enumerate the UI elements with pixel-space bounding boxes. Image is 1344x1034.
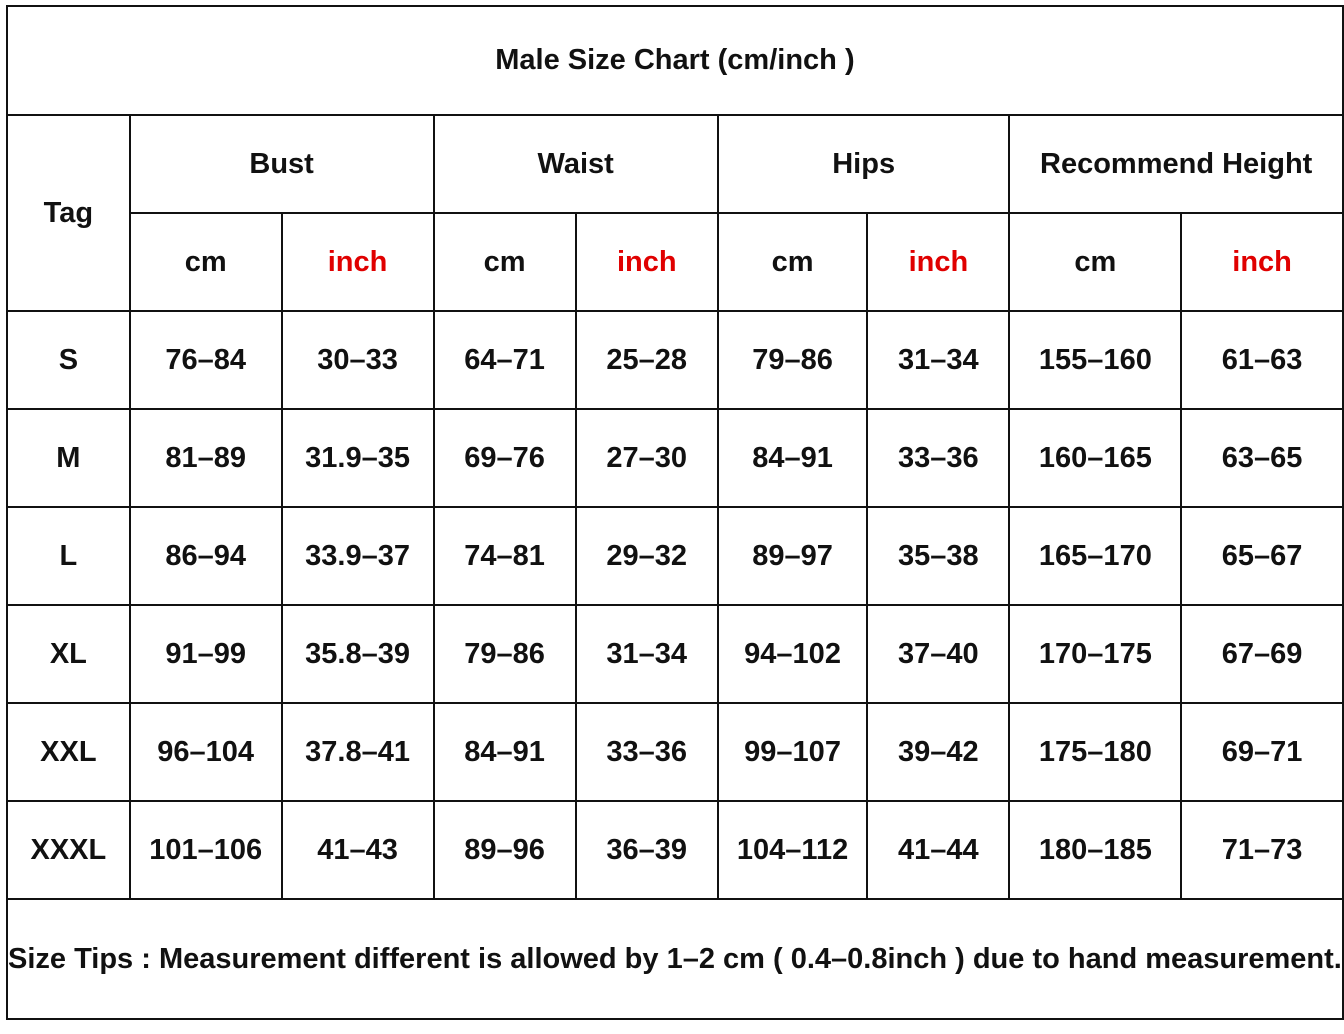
size-tag: XXL bbox=[7, 703, 130, 801]
hips-cm: 79–86 bbox=[718, 311, 867, 409]
unit-header-inch: inch bbox=[1181, 213, 1343, 311]
bust-cm: 76–84 bbox=[130, 311, 282, 409]
group-header-waist: Waist bbox=[434, 115, 718, 213]
waist-cm: 74–81 bbox=[434, 507, 576, 605]
table-row bbox=[7, 605, 1343, 703]
size-tips-note: Size Tips : Measurement different is allowed by 1–2 cm ( 0.4–0.8inch ) due to hand measurement. bbox=[7, 899, 1343, 1019]
height-cm: 170–175 bbox=[1009, 605, 1181, 703]
bust-inch: 33.9–37 bbox=[282, 507, 434, 605]
bust-cm: 91–99 bbox=[130, 605, 282, 703]
size-tag: XL bbox=[7, 605, 130, 703]
waist-inch: 27–30 bbox=[576, 409, 718, 507]
bust-inch: 31.9–35 bbox=[282, 409, 434, 507]
hips-cm: 84–91 bbox=[718, 409, 867, 507]
bust-inch: 30–33 bbox=[282, 311, 434, 409]
height-inch: 63–65 bbox=[1181, 409, 1343, 507]
unit-header-cm: cm bbox=[1009, 213, 1181, 311]
table-row bbox=[7, 801, 1343, 899]
waist-cm: 89–96 bbox=[434, 801, 576, 899]
hips-cm: 89–97 bbox=[718, 507, 867, 605]
size-tag: M bbox=[7, 409, 130, 507]
hips-cm: 104–112 bbox=[718, 801, 867, 899]
waist-cm: 84–91 bbox=[434, 703, 576, 801]
size-chart-table bbox=[6, 5, 1344, 1020]
height-inch: 71–73 bbox=[1181, 801, 1343, 899]
unit-header-cm: cm bbox=[718, 213, 867, 311]
height-inch: 69–71 bbox=[1181, 703, 1343, 801]
height-cm: 175–180 bbox=[1009, 703, 1181, 801]
unit-header-cm: cm bbox=[130, 213, 282, 311]
table-row bbox=[7, 409, 1343, 507]
bust-inch: 41–43 bbox=[282, 801, 434, 899]
waist-cm: 79–86 bbox=[434, 605, 576, 703]
table-row bbox=[7, 703, 1343, 801]
height-inch: 61–63 bbox=[1181, 311, 1343, 409]
waist-cm: 64–71 bbox=[434, 311, 576, 409]
height-cm: 155–160 bbox=[1009, 311, 1181, 409]
hips-inch: 33–36 bbox=[867, 409, 1009, 507]
bust-cm: 81–89 bbox=[130, 409, 282, 507]
height-cm: 165–170 bbox=[1009, 507, 1181, 605]
group-header-recommend-height: Recommend Height bbox=[1009, 115, 1342, 213]
unit-header-inch: inch bbox=[867, 213, 1009, 311]
hips-cm: 99–107 bbox=[718, 703, 867, 801]
chart-title: Male Size Chart (cm/inch ) bbox=[7, 6, 1343, 115]
height-inch: 65–67 bbox=[1181, 507, 1343, 605]
waist-inch: 25–28 bbox=[576, 311, 718, 409]
bust-cm: 101–106 bbox=[130, 801, 282, 899]
size-tag: L bbox=[7, 507, 130, 605]
hips-inch: 41–44 bbox=[867, 801, 1009, 899]
table-row bbox=[7, 507, 1343, 605]
hips-inch: 35–38 bbox=[867, 507, 1009, 605]
waist-cm: 69–76 bbox=[434, 409, 576, 507]
group-header-hips: Hips bbox=[718, 115, 1010, 213]
group-header-bust: Bust bbox=[130, 115, 434, 213]
hips-inch: 39–42 bbox=[867, 703, 1009, 801]
hips-inch: 31–34 bbox=[867, 311, 1009, 409]
size-tag: S bbox=[7, 311, 130, 409]
waist-inch: 33–36 bbox=[576, 703, 718, 801]
hips-inch: 37–40 bbox=[867, 605, 1009, 703]
tag-header: Tag bbox=[7, 115, 130, 311]
size-tag: XXXL bbox=[7, 801, 130, 899]
waist-inch: 29–32 bbox=[576, 507, 718, 605]
unit-header-inch: inch bbox=[576, 213, 718, 311]
height-inch: 67–69 bbox=[1181, 605, 1343, 703]
hips-cm: 94–102 bbox=[718, 605, 867, 703]
bust-inch: 35.8–39 bbox=[282, 605, 434, 703]
bust-cm: 96–104 bbox=[130, 703, 282, 801]
unit-header-cm: cm bbox=[434, 213, 576, 311]
unit-header-inch: inch bbox=[282, 213, 434, 311]
bust-inch: 37.8–41 bbox=[282, 703, 434, 801]
table-row bbox=[7, 311, 1343, 409]
waist-inch: 31–34 bbox=[576, 605, 718, 703]
bust-cm: 86–94 bbox=[130, 507, 282, 605]
waist-inch: 36–39 bbox=[576, 801, 718, 899]
height-cm: 160–165 bbox=[1009, 409, 1181, 507]
height-cm: 180–185 bbox=[1009, 801, 1181, 899]
